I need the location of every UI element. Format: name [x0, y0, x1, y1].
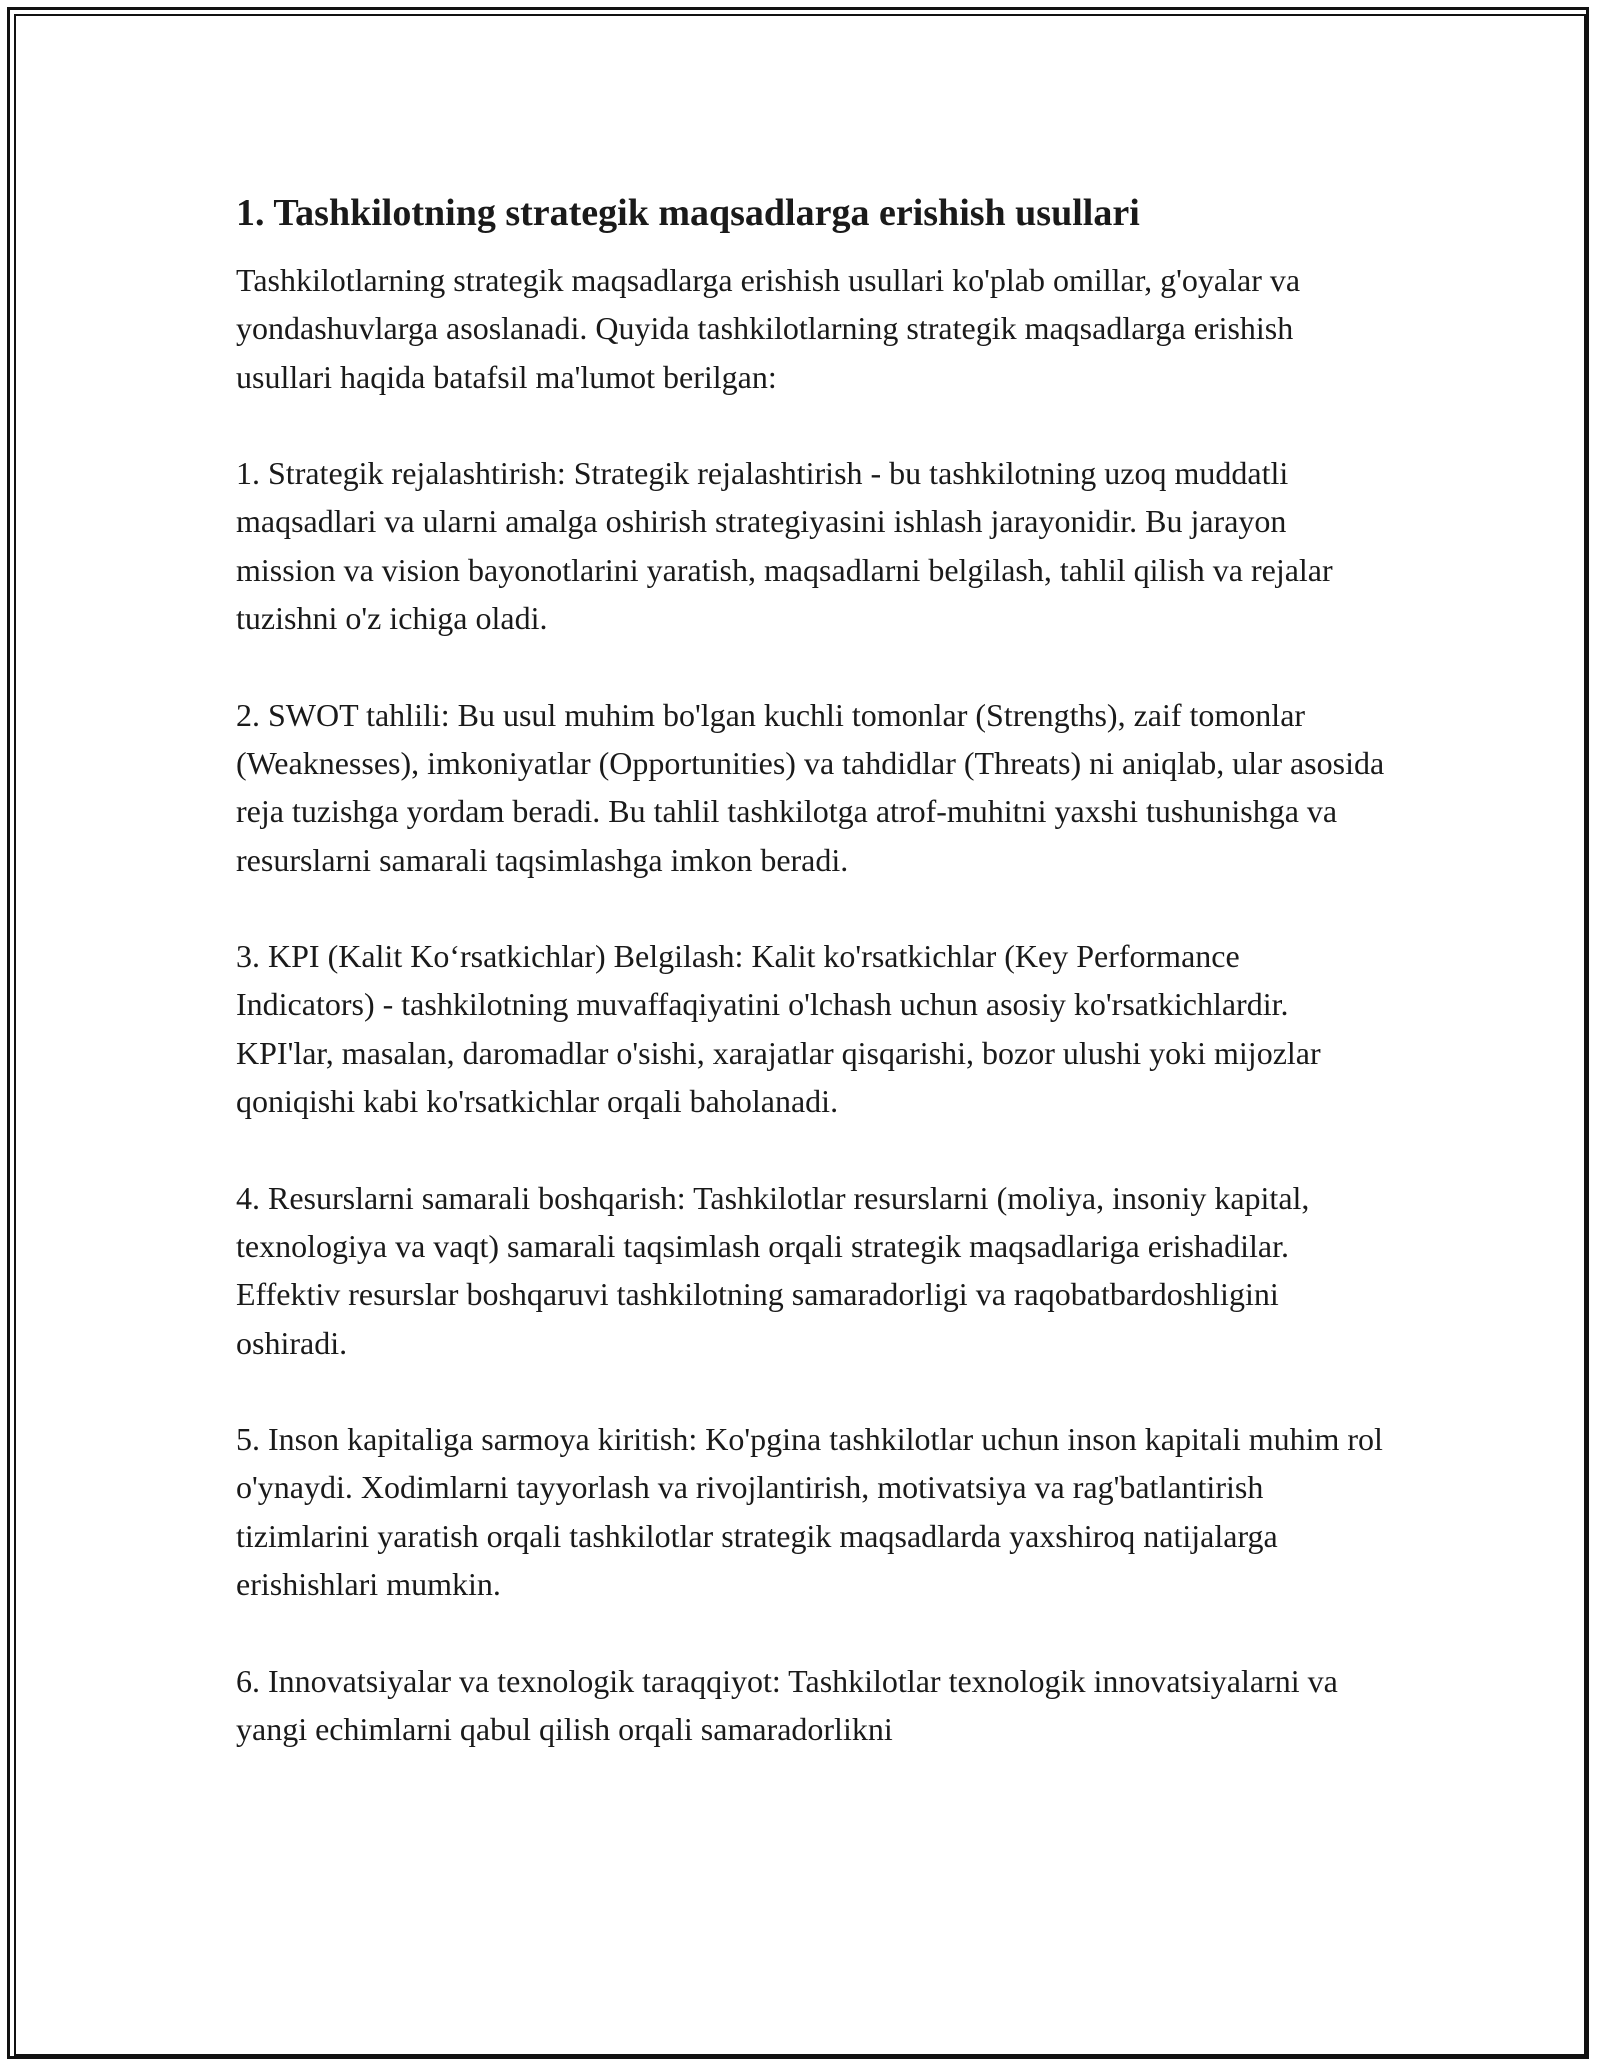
list-item-swot-analysis: 2. SWOT tahlili: Bu usul muhim bo'lgan kuchli tomonlar (Strengths), zaif tomonlar (Weaknesses), imkoniyatlar (Opportunities) va tahdidlar (Threats) ni aniqlab, ular asosida reja tuzishga yordam beradi. Bu tahlil tashkilotga atrof-muhitni yaxshi tushunishga va resurslarni samarali taqsimlashga imkon beradi. [236, 696, 1385, 878]
document-page [236, 186, 1386, 1753]
list-item-innovation: 6. Innovatsiyalar va texnologik taraqqiyot: Tashkilotlar texnologik innovatsiyalarni va yangi echimlarni qabul qilish orqali samaradorlikni [236, 1662, 1338, 1747]
list-item-strategic-planning: 1. Strategik rejalashtirish: Strategik rejalashtirish - bu tashkilotning uzoq muddatli maqsadlari va ularni amalga oshirish strategiyasini ishlash jarayonidir. Bu jarayon mission va vision bayonotlarini yaratish, maqsadlarni belgilash, tahlil qilish va rejalar tuzishni o'z ichiga oladi. [236, 455, 1333, 637]
document-title: 1. Tashkilotning strategik maqsadlarga erishish usullari [236, 192, 1140, 234]
list-item-kpi: 3. KPI (Kalit Ko‘rsatkichlar) Belgilash: Kalit ko'rsatkichlar (Key Performance Indicators) - tashkilotning muvaffaqiyatini o'lchash uchun asosiy ko'rsatkichlardir. KPI'lar, masalan, daromadlar o'sishi, xarajatlar qisqarishi, bozor ulushi yoki mijozlar qoniqishi kabi ko'rsatkichlar orqali baholanadi. [236, 938, 1321, 1120]
list-item-human-capital: 5. Inson kapitaliga sarmoya kiritish: Ko'pgina tashkilotlar uchun inson kapitali muhim rol o'ynaydi. Xodimlarni tayyorlash va rivojlantirish, motivatsiya va rag'batlantirish tizimlarini yaratish orqali tashkilotlar strategik maqsadlarda yaxshiroq natijalarga erishishlari mumkin. [236, 1421, 1383, 1603]
list-item-resource-management: 4. Resurslarni samarali boshqarish: Tashkilotlar resurslarni (moliya, insoniy kapital, texnologiya va vaqt) samarali taqsimlash orqali strategik maqsadlariga erishadilar. Effektiv resurslar boshqaruvi tashkilotning samaradorligi va raqobatbardoshligini oshiradi. [236, 1179, 1310, 1361]
intro-paragraph: Tashkilotlarning strategik maqsadlarga erishish usullari ko'plab omillar, g'oyalar va yondashuvlarga asoslanadi. Quyida tashkilotlarning strategik maqsadlarga erishish usullari haqida batafsil ma'lumot berilgan: [236, 262, 1301, 395]
